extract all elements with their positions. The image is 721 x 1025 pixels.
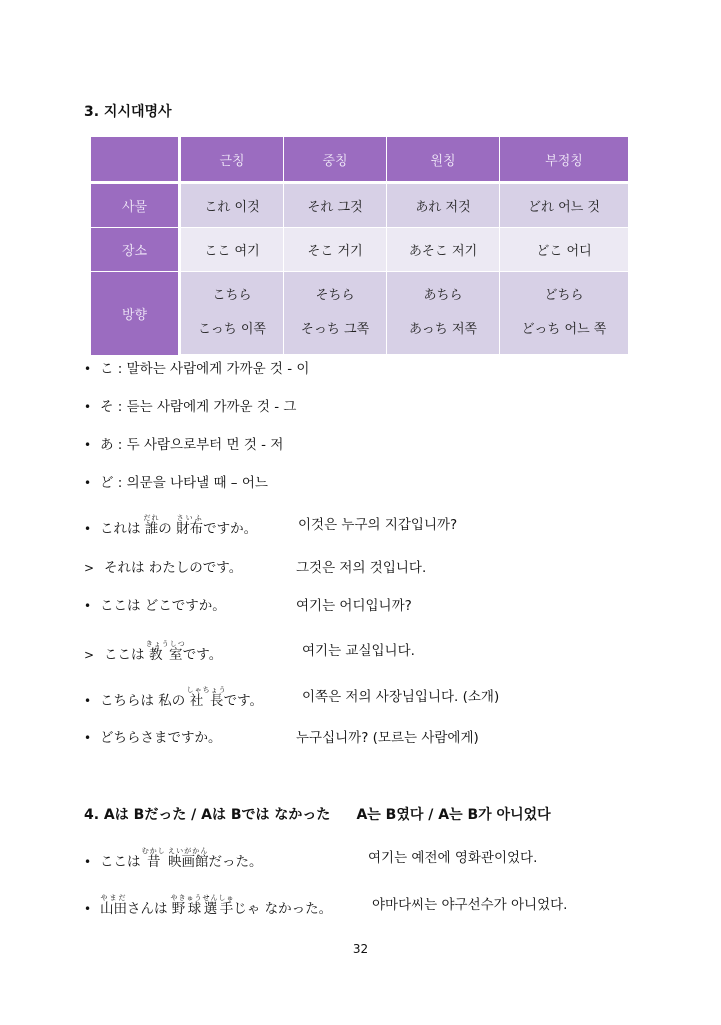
furigana: むかし — [141, 847, 166, 855]
demonstrative-pronoun-table — [91, 137, 628, 355]
bullet-marker: • — [84, 400, 92, 414]
page-number: 32 — [352, 942, 369, 956]
kanji: 社長 — [186, 693, 227, 709]
cell-line: そちら — [315, 288, 355, 304]
table-header-row — [91, 137, 628, 183]
table-row — [91, 228, 628, 272]
example-japanese — [100, 847, 263, 870]
example-item — [84, 557, 427, 579]
example-japanese — [100, 686, 264, 709]
furigana-word — [141, 847, 166, 870]
example-japanese: どちらさまですか。 — [100, 730, 222, 746]
row-label-place: 장소 — [91, 228, 180, 272]
example-japanese: ここは どこですか。 — [100, 598, 226, 614]
jp-text: これは — [100, 521, 145, 537]
cell-line: あちら — [423, 288, 463, 304]
header-near: 근칭 — [180, 137, 284, 183]
example-item — [84, 686, 500, 709]
furigana: やきゅうせんしゅ — [170, 894, 235, 902]
list-item — [84, 396, 296, 418]
list-item — [84, 472, 268, 494]
table-row — [91, 183, 628, 228]
furigana-word — [100, 894, 127, 917]
cell-line: こちら — [212, 288, 252, 304]
note-text: そ : 듣는 사람에게 가까운 것 - 그 — [100, 399, 297, 415]
example-japanese: それは わたしのです。 — [104, 560, 243, 576]
kanji: 教室 — [145, 647, 186, 663]
section-4-heading — [84, 804, 551, 824]
kanji: 誰 — [143, 521, 160, 537]
furigana: しゃちょう — [186, 686, 227, 694]
furigana: さいふ — [176, 514, 204, 522]
example-korean: 그것은 저의 것입니다. — [296, 560, 427, 576]
furigana-word — [143, 514, 160, 537]
row-label-direction: 방향 — [91, 272, 180, 355]
table-cell — [180, 272, 284, 355]
example-korean: 야마다씨는 야구선수가 아니었다. — [372, 897, 568, 913]
example-item — [84, 640, 415, 663]
table-cell — [500, 272, 629, 355]
kanji: 財布 — [176, 521, 204, 537]
furigana-word — [186, 686, 227, 709]
bullet-marker: • — [84, 902, 92, 916]
example-korean: 이것은 누구의 지갑입니까? — [298, 517, 458, 533]
example-korean: 여기는 어디입니까? — [296, 598, 412, 614]
bullet-marker: • — [84, 438, 92, 452]
cell-line: どちら — [544, 288, 584, 304]
table-corner-cell — [91, 137, 180, 183]
example-korean: 여기는 예전에 영화관이었다. — [368, 850, 538, 866]
section-4-title-korean: A는 B였다 / A는 B가 아니었다 — [356, 807, 551, 823]
bullet-marker: • — [84, 476, 92, 490]
furigana: だれ — [143, 514, 160, 522]
table-cell — [284, 272, 387, 355]
jp-text: だった。 — [208, 854, 263, 870]
example-korean: 이쪽은 저의 사장님입니다. (소개) — [302, 689, 500, 705]
cell-line: そっち 그쪽 — [300, 322, 370, 338]
kanji: 映画館 — [167, 854, 209, 870]
table-cell — [387, 272, 500, 355]
bullet-marker: • — [84, 522, 92, 536]
bullet-marker: • — [84, 599, 92, 613]
section-4-title-japanese: 4. Aは Bだった / Aは Bでは なかった — [84, 807, 331, 823]
example-korean: 누구십니까? (모르는 사람에게) — [296, 730, 479, 746]
jp-text: ですか。 — [203, 521, 258, 537]
example-item — [84, 847, 538, 870]
kanji: 昔 — [141, 854, 166, 870]
example-item — [84, 595, 412, 617]
cell-line: こっち 이쪽 — [198, 322, 266, 338]
header-middle: 중칭 — [284, 137, 387, 183]
bullet-marker: • — [84, 694, 92, 708]
table-cell: これ 이것 — [180, 183, 284, 228]
furigana-word — [145, 640, 186, 663]
jp-text: こちらは 私の — [100, 693, 190, 709]
jp-text: じゃ なかった。 — [233, 901, 333, 917]
bullet-marker: • — [84, 855, 92, 869]
jp-text: の — [158, 521, 177, 537]
example-korean: 여기는 교실입니다. — [302, 643, 415, 659]
table-cell: ここ 여기 — [180, 228, 284, 272]
furigana: やまだ — [100, 894, 127, 902]
row-label-thing: 사물 — [91, 183, 180, 228]
list-item — [84, 434, 283, 456]
furigana-word — [167, 847, 209, 870]
table-cell: どれ 어느 것 — [500, 183, 629, 228]
note-text: ど : 의문을 나타낼 때 – 어느 — [100, 475, 268, 491]
bullet-marker: • — [84, 362, 92, 376]
jp-text: ここは — [104, 647, 149, 663]
header-far: 원칭 — [387, 137, 500, 183]
table-row — [91, 272, 628, 355]
section-3-heading: 3. 지시대명사 — [84, 104, 172, 120]
table-cell: あれ 저것 — [387, 183, 500, 228]
example-japanese — [100, 514, 258, 537]
furigana-word — [170, 894, 235, 917]
jp-text: ここは — [100, 854, 145, 870]
furigana-word — [176, 514, 204, 537]
table-cell: それ 그것 — [284, 183, 387, 228]
jp-text: です。 — [182, 647, 223, 663]
example-item — [84, 727, 479, 749]
kanji: 山田 — [100, 901, 127, 917]
example-japanese — [100, 894, 333, 917]
list-item — [84, 358, 309, 380]
table-cell: どこ 어디 — [500, 228, 629, 272]
bullet-marker: • — [84, 731, 92, 745]
furigana: きょうしつ — [145, 640, 186, 648]
jp-text: さんは — [127, 901, 172, 917]
note-text: こ : 말하는 사람에게 가까운 것 - 이 — [100, 361, 310, 377]
header-indefinite: 부정칭 — [500, 137, 629, 183]
example-item — [84, 894, 568, 917]
answer-marker: > — [84, 648, 95, 662]
kanji: 野球選手 — [170, 901, 235, 917]
example-japanese — [104, 640, 223, 663]
example-item — [84, 514, 458, 537]
furigana: えいがかん — [167, 847, 209, 855]
note-text: あ : 두 사람으로부터 먼 것 - 저 — [100, 437, 284, 453]
cell-line: あっち 저쪽 — [408, 322, 478, 338]
table-cell: あそこ 저기 — [387, 228, 500, 272]
table-cell: そこ 거기 — [284, 228, 387, 272]
cell-line: どっち 어느 쪽 — [521, 322, 607, 338]
answer-marker: > — [84, 561, 95, 575]
jp-text: です。 — [223, 693, 264, 709]
